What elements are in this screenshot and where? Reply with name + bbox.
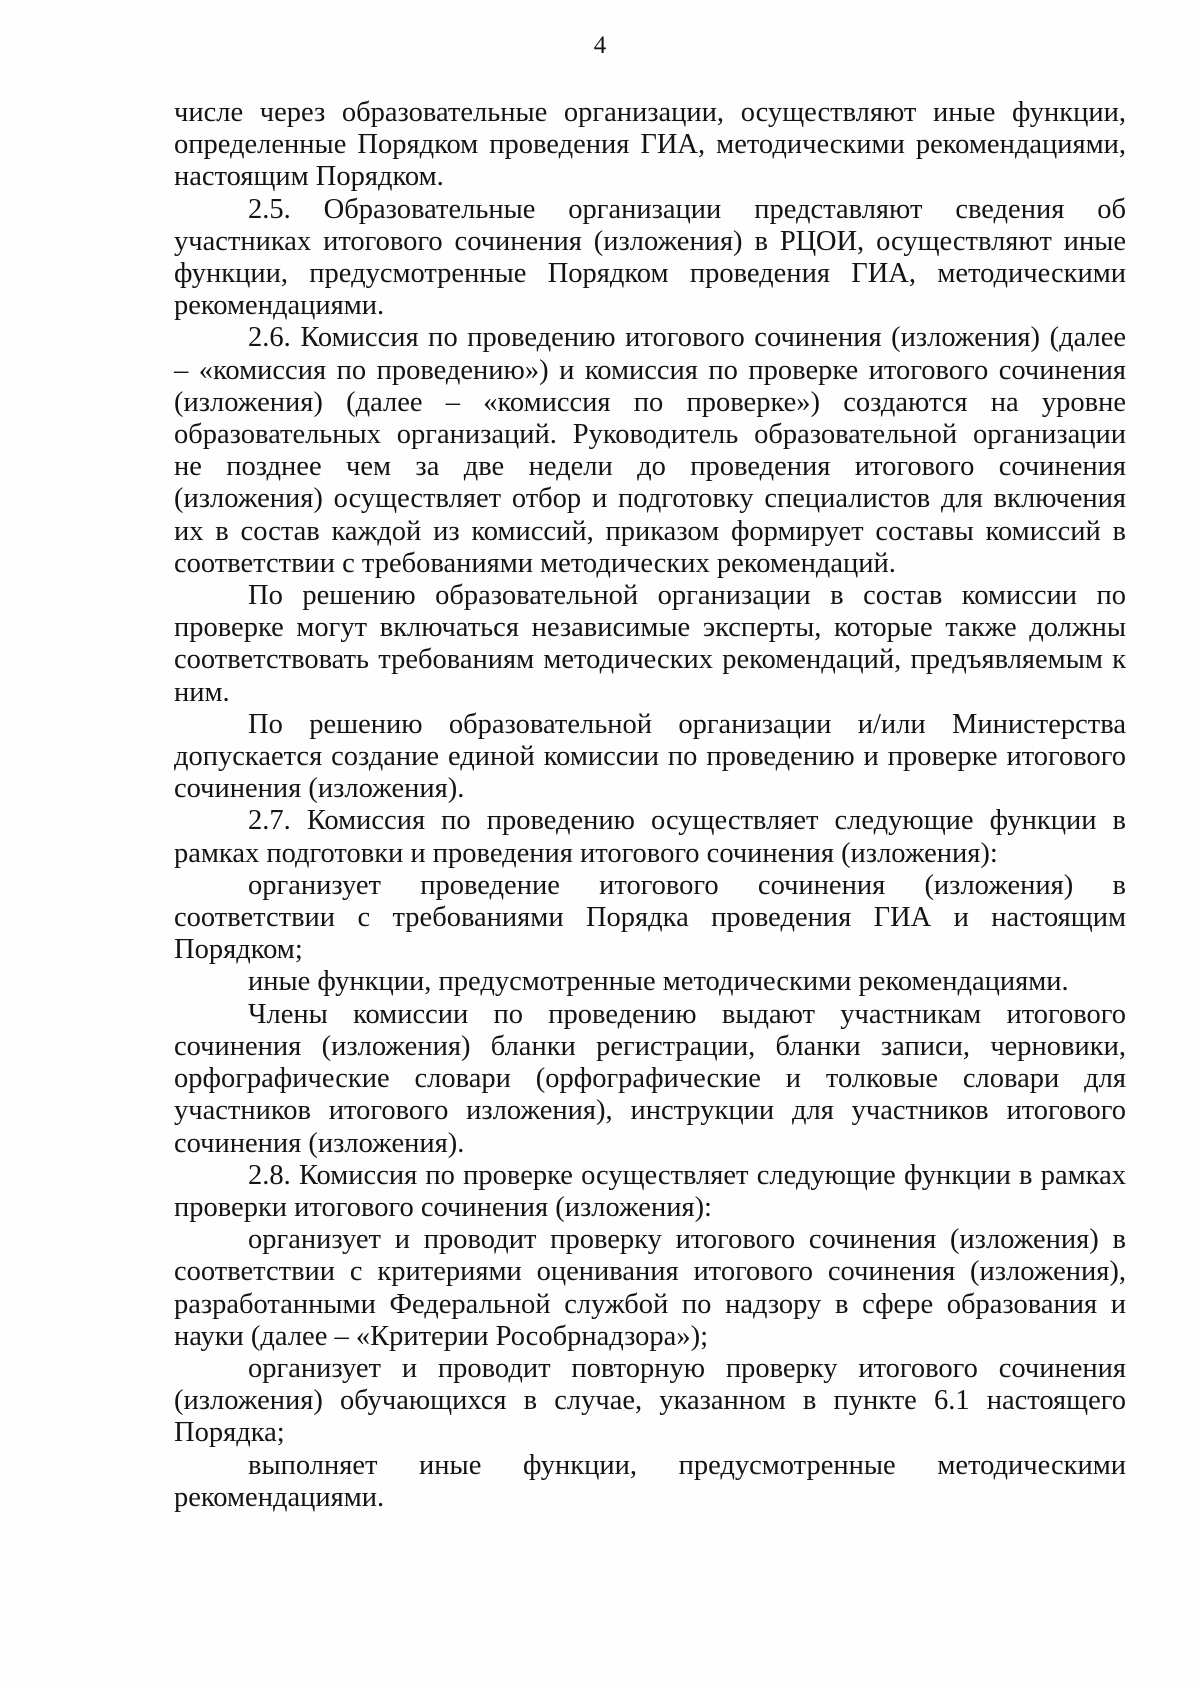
paragraph-2-5: 2.5. Образовательные организации представляют сведения об участниках итогового сочинения (изложения) в РЦОИ, осуществляют иные функции, предусмотренные Порядком проведения ГИА, методическими рекомендациями. [174,193,1126,322]
paragraph-independent-experts: По решению образовательной организации в состав комиссии по проверке могут включаться независимые эксперты, которые также должны соответствовать требованиям методических рекомендаций, предъявляемым к ним. [174,580,1126,708]
paragraph-continuation: числе через образовательные организации, осуществляют иные функции, определенные Порядком проведения ГИА, методическими рекомендациями, настоящим Порядком. [174,97,1126,193]
paragraph-single-commission: По решению образовательной организации и/или Министерства допускается создание единой комиссии по проведению и проверке итогового сочинения (изложения). [174,708,1126,805]
paragraph-organizes-check: организует и проводит проверку итогового сочинения (изложения) в соответствии с критериями оценивания итогового сочинения (изложения), разработанными Федеральной службой по надзору в сфере образования и науки (далее – «Критерии Рособрнадзора»); [174,1224,1126,1352]
paragraph-2-6: 2.6. Комиссия по проведению итогового сочинения (изложения) (далее – «комиссия по проведению») и комиссия по проверке итогового сочинения (изложения) (далее – «комиссия по проверке») создаются на уровне образовательных организаций. Руководитель образовательной организации не позднее чем за две недели до проведения итогового сочинения (изложения) осуществляет отбор и подготовку специалистов для включения их в состав каждой из комиссий, приказом формирует составы комиссий в соответствии с требованиями методических рекомендаций. [174,322,1126,579]
page-number: 4 [593,32,607,59]
paragraph-2-7: 2.7. Комиссия по проведению осуществляет следующие функции в рамках подготовки и проведения итогового сочинения (изложения): [174,805,1126,869]
paragraph-repeat-check: организует и проводит повторную проверку итогового сочинения (изложения) обучающихся в случае, указанном в пункте 6.1 настоящего Порядка; [174,1352,1126,1449]
paragraph-commission-members: Члены комиссии по проведению выдают участникам итогового сочинения (изложения) бланки регистрации, бланки записи, черновики, орфографические словари (орфографические и толковые словари для участников итогового изложения), инструкции для участников итогового сочинения (изложения). [174,998,1126,1159]
document-body [174,97,1126,1514]
paragraph-2-8: 2.8. Комиссия по проверке осуществляет следующие функции в рамках проверки итогового сочинения (изложения): [174,1159,1126,1223]
paragraph-performs-functions: выполняет иные функции, предусмотренные методическими рекомендациями. [174,1449,1126,1513]
paragraph-other-functions: иные функции, предусмотренные методическими рекомендациями. [248,966,1069,998]
paragraph-organizes-conduct: организует проведение итогового сочинения (изложения) в соответствии с требованиями Порядка проведения ГИА и настоящим Порядком; [174,869,1126,966]
